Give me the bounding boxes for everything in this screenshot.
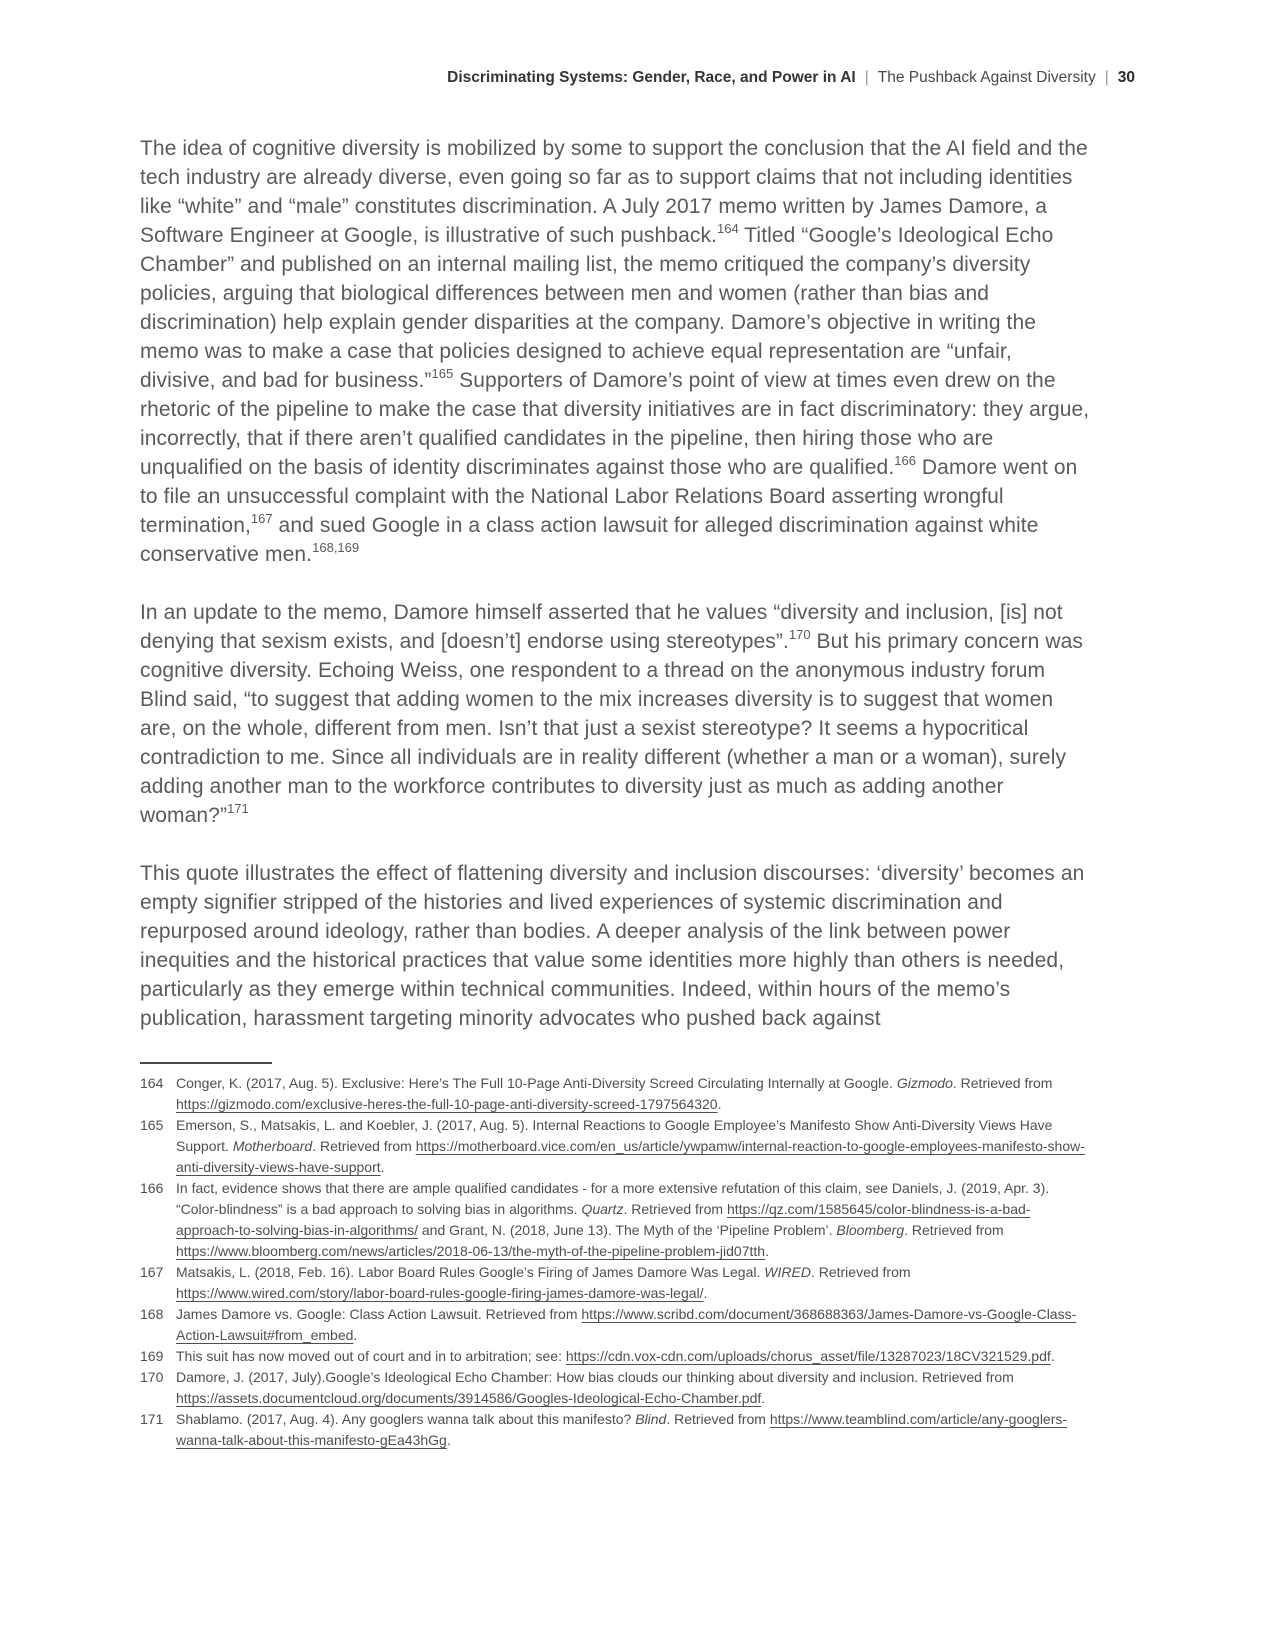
text-run: Conger, K. (2017, Aug. 5). Exclusive: Here’s The Full 10-Page Anti-Diversity Screed Circulating Internally at Google.: [176, 1075, 897, 1091]
text-run: . Retrieved from: [312, 1138, 416, 1154]
footnote-number: 169: [140, 1348, 164, 1364]
text-run: But his primary concern was cognitive diversity. Echoing Weiss, one respondent to a thread on the anonymous industry forum Blind said, “to suggest that adding women to the mix increases diversity is to suggest that women are, on the whole, different from men. Isn’t that just a sexist stereotype? It seems a hypocritical contradiction to me. Since all individuals are in reality different (whether a man or a woman), surely adding another man to the workforce contributes to diversity just as much as adding another woman?”: [140, 630, 1084, 827]
text-run: and sued Google in a class action lawsuit for alleged discrimination against white conservative men.: [140, 514, 1039, 566]
text-run: . Retrieved from: [623, 1201, 727, 1217]
footnote-166: [140, 1178, 1092, 1262]
text-run: Titled “Google’s Ideological Echo Chamber” and published on an internal mailing list, the memo critiqued the company’s diversity policies, arguing that biological differences between men and women (rather than bias and discrimination) help explain gender disparities at the company. Damore’s objective in writing the memo was to make a case that policies designed to achieve equal representation are “unfair, divisive, and bad for business.”: [140, 224, 1054, 392]
footnote-link[interactable]: https://www.teamblind.com/article/any-googlers-wanna-talk-about-this-manifesto-gEa43hGg: [176, 1411, 1068, 1448]
footnote-164: [140, 1073, 1092, 1115]
footnote-171: [140, 1409, 1092, 1451]
body-text: [140, 134, 1092, 1033]
footnote-link[interactable]: https://assets.documentcloud.org/documents/3914586/Googles-Ideological-Echo-Chamber.pdf: [176, 1390, 762, 1406]
footnote-text: [176, 1346, 1092, 1367]
text-run: The idea of cognitive diversity is mobilized by some to support the conclusion that the AI field and the tech industry are already diverse, even going so far as to support claims that not including identities like “white” and “male” constitutes discrimination. A July 2017 memo written by James Damore, a Software Engineer at Google, is illustrative of such pushback.: [140, 137, 1088, 247]
footnote-text: [176, 1367, 1092, 1409]
page-header: [0, 0, 1275, 87]
body-paragraph-1: [140, 134, 1092, 569]
text-run: Supporters of Damore’s point of view at times even drew on the rhetoric of the pipeline to make the case that diversity initiatives are in fact discriminatory: they argue, incorrectly, that if there aren’t qualified candidates in the pipeline, then hiring those who are unqualified on the basis of identity discriminates against those who are qualified.: [140, 369, 1090, 479]
footnote-link[interactable]: https://gizmodo.com/exclusive-heres-the-full-10-page-anti-diversity-screed-1797564320: [176, 1096, 718, 1112]
footnote-link[interactable]: https://www.wired.com/story/labor-board-rules-google-firing-james-damore-was-legal/: [176, 1285, 704, 1301]
footnote-text: [176, 1115, 1092, 1178]
footnote-text: [176, 1178, 1092, 1262]
publication-name: WIRED: [764, 1264, 811, 1280]
text-run: . Retrieved from: [952, 1075, 1053, 1091]
text-run: .: [717, 1096, 722, 1112]
text-run: This quote illustrates the effect of flattening diversity and inclusion discourses: ‘diversity’ becomes an empty signifier stripped of the histories and lived experiences of systemic discrimination and repurposed around ideology, rather than bodies. A deeper analysis of the link between power inequities and the historical practices that value some identities more highly than others is needed, particularly as they emerge within technical communities. Indeed, within hours of the memo’s publication, harassment targeting minority advocates who pushed back against: [140, 862, 1085, 1030]
body-paragraph-2: [140, 598, 1092, 830]
footnote-170: [140, 1367, 1092, 1409]
publication-name: Bloomberg: [836, 1222, 905, 1238]
section-title: The Pushback Against Diversity: [877, 69, 1096, 86]
footnote-reference: 165: [431, 366, 454, 381]
footnote-number: 168: [140, 1306, 164, 1322]
text-run: .: [380, 1159, 385, 1175]
footnote-divider: [140, 1062, 272, 1064]
footnote-number: 170: [140, 1369, 164, 1385]
footnote-167: [140, 1262, 1092, 1304]
footnote-reference: 167: [250, 511, 273, 526]
footnote-number: 166: [140, 1180, 164, 1196]
body-paragraph-3: [140, 859, 1092, 1033]
text-run: Emerson, S., Matsakis, L. and Koebler, J. (2017, Aug. 5). Internal Reactions to Google Employee’s Manifesto Show Anti-Diversity Views Have Support.: [176, 1117, 1053, 1154]
footnote-169: [140, 1346, 1092, 1367]
footnote-reference: 168,169: [312, 540, 360, 555]
footnote-reference: 166: [894, 453, 916, 468]
text-run: .: [446, 1432, 451, 1448]
text-run: Shablamo. (2017, Aug. 4). Any googlers wanna talk about this manifesto?: [176, 1411, 636, 1427]
footnote-text: [176, 1304, 1092, 1346]
text-run: James Damore vs. Google: Class Action Lawsuit. Retrieved from: [176, 1306, 582, 1322]
text-run: .: [703, 1285, 708, 1301]
footnotes-section: [140, 1062, 1092, 1451]
text-run: Damore, J. (2017, July).Google’s Ideological Echo Chamber: How bias clouds our thinking about diversity and inclusion. Retrieved from: [176, 1369, 1014, 1385]
report-title: Discriminating Systems: Gender, Race, and Power in AI: [447, 69, 856, 86]
footnote-reference: 170: [788, 627, 811, 642]
header-separator: |: [864, 69, 869, 86]
footnote-number: 165: [140, 1117, 164, 1133]
text-run: . Retrieved from: [810, 1264, 911, 1280]
publication-name: Motherboard: [232, 1138, 313, 1154]
footnote-link[interactable]: https://www.bloomberg.com/news/articles/2018-06-13/the-myth-of-the-pipeline-problem-jid07tth: [176, 1243, 766, 1259]
text-run: and Grant, N. (2018, June 13). The Myth of the ‘Pipeline Problem’.: [418, 1222, 837, 1238]
text-run: .: [353, 1327, 358, 1343]
page-number: 30: [1117, 69, 1135, 86]
text-run: Damore went on to file an unsuccessful complaint with the National Labor Relations Board asserting wrongful termination,: [140, 456, 1078, 537]
text-run: . Retrieved from: [904, 1222, 1004, 1238]
footnote-reference: 164: [717, 221, 739, 236]
footnote-number: 167: [140, 1264, 164, 1280]
footnote-reference: 171: [227, 801, 249, 816]
text-run: In an update to the memo, Damore himself asserted that he values “diversity and inclusion, [is] not denying that sexism exists, and [doesn’t] endorse using stereotypes”.: [140, 601, 1063, 653]
text-run: .: [765, 1243, 769, 1259]
text-run: .: [761, 1390, 766, 1406]
footnote-link[interactable]: https://www.scribd.com/document/368688363/James-Damore-vs-Google-Class-Action-Lawsuit#from_embed: [176, 1306, 1077, 1343]
publication-name: Quartz: [581, 1201, 624, 1217]
footnote-number: 171: [140, 1411, 164, 1427]
footnote-text: [176, 1409, 1092, 1451]
footnote-number: 164: [140, 1075, 164, 1091]
footnote-link[interactable]: https://qz.com/1585645/color-blindness-is-a-bad-approach-to-solving-bias-in-algorithms/: [176, 1201, 1031, 1238]
footnote-list: [140, 1073, 1092, 1451]
text-run: In fact, evidence shows that there are ample qualified candidates - for a more extensive refutation of this claim, see Daniels, J. (2019, Apr. 3). “Color-blindness” is a bad approach to solving bias in algorithms.: [176, 1180, 1050, 1217]
publication-name: Blind: [635, 1411, 667, 1427]
footnote-link[interactable]: https://motherboard.vice.com/en_us/article/ywpamw/internal-reaction-to-google-employees-manifesto-show-anti-diversity-views-have-support: [176, 1138, 1085, 1175]
text-run: Matsakis, L. (2018, Feb. 16). Labor Board Rules Google’s Firing of James Damore Was Legal.: [176, 1264, 765, 1280]
footnote-link[interactable]: https://cdn.vox-cdn.com/uploads/chorus_asset/file/13287023/18CV321529.pdf: [565, 1348, 1051, 1364]
text-run: . Retrieved from: [666, 1411, 770, 1427]
footnote-text: [176, 1073, 1092, 1115]
publication-name: Gizmodo: [896, 1075, 953, 1091]
header-separator: |: [1104, 69, 1109, 86]
footnote-text: [176, 1262, 1092, 1304]
text-run: .: [1050, 1348, 1055, 1364]
text-run: This suit has now moved out of court and in to arbitration; see:: [176, 1348, 566, 1364]
footnote-165: [140, 1115, 1092, 1178]
footnote-168: [140, 1304, 1092, 1346]
